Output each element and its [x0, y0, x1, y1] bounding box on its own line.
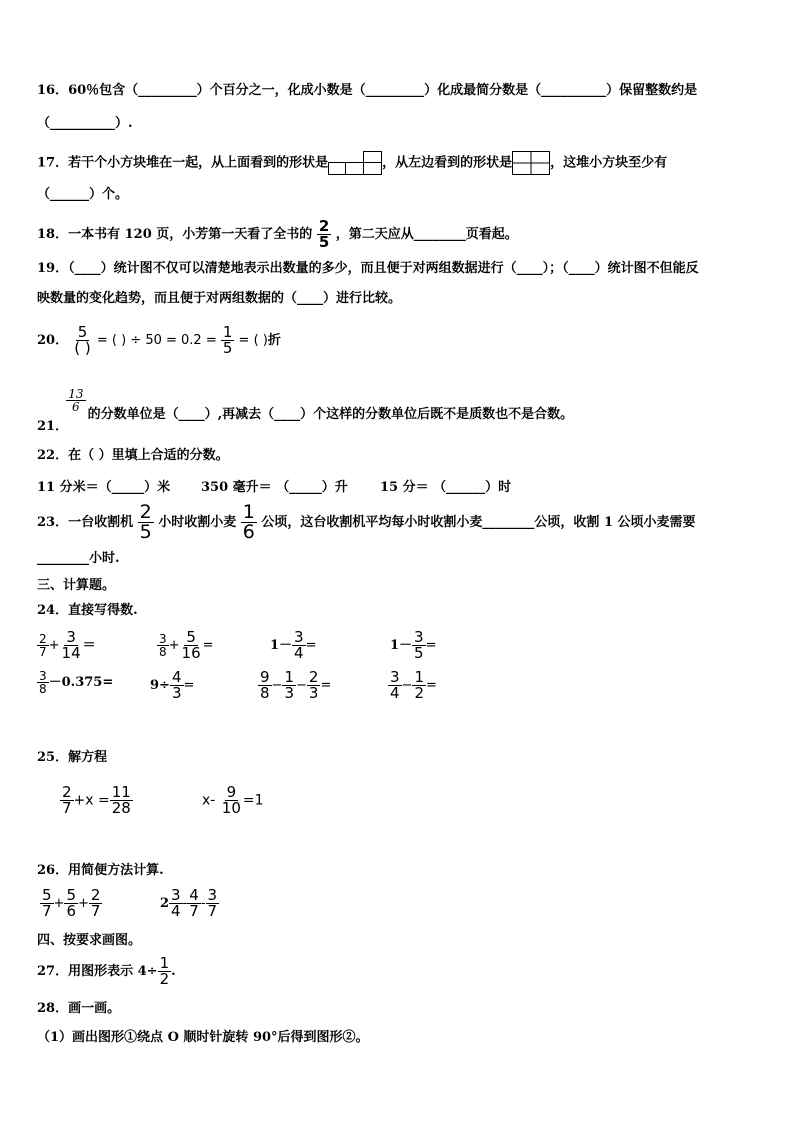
frac-num: 1 [414, 668, 424, 686]
q24-r2-item-4 [388, 670, 437, 701]
q23-part2: 小时收割小麦 [158, 515, 237, 530]
eq-mid: +x = [73, 792, 110, 809]
q24-r2-item-2 [150, 670, 194, 701]
equals: = [425, 638, 437, 653]
equals: = [305, 638, 317, 653]
op: − [271, 678, 283, 693]
frac-num: 4 [189, 886, 199, 904]
q25-eq1 [60, 785, 133, 816]
expr-text: －0.375= [48, 675, 114, 690]
frac-den: 3 [171, 684, 182, 702]
frac-num: 4 [171, 668, 182, 686]
frac-num: 1 [159, 954, 170, 972]
q18-frac-num: 2 [318, 217, 330, 235]
section-3-heading: 三、计算题。 [37, 578, 116, 593]
q20-fraction-1 [72, 325, 92, 356]
frac-den: 2 [159, 970, 170, 988]
left-view-shape [512, 151, 550, 175]
frac-num: 2 [308, 668, 319, 686]
prefix: 1－ [270, 638, 293, 653]
frac-den: 3 [308, 684, 319, 702]
q18-part2: ，第二天应从________页看起。 [335, 227, 518, 242]
q21-frac-den: 6 [72, 400, 80, 414]
frac-num: 3 [390, 668, 400, 686]
frac-den: 7 [189, 902, 199, 920]
q18-fraction [317, 219, 331, 250]
q24-r2-item-3 [258, 670, 331, 701]
frac-den: 16 [181, 644, 201, 662]
q19-line2: 映数量的变化趋势，而且便于对两组数据的（____）进行比较。 [37, 291, 402, 306]
q25-title: 25．解方程 [37, 750, 108, 765]
frac-den: 7 [90, 902, 101, 920]
q20-suffix: 折 [267, 333, 281, 348]
q23-fraction-2 [241, 503, 257, 542]
q19-line1: 19．（____）统计图不仅可以清楚地表示出数量的多少，而且便于对两组数据进行（____）；（____）统计图不但能反 [37, 261, 699, 276]
q17-part2: ，从左边看到的形状是 [382, 155, 513, 171]
q16-line1: 16．60％包含（_________）个百分之一，化成小数是（_________）化成最简分数是（__________）保留整数约是 [37, 83, 698, 98]
frac-num: 5 [186, 628, 196, 646]
q20-end-expr: = ( ) [238, 333, 268, 348]
q27-text: 27．用图形表示 4÷ [37, 964, 158, 979]
frac-den: 6 [66, 902, 76, 920]
frac-num: 3 [39, 669, 47, 683]
frac-num: 9 [226, 783, 237, 801]
equals: ＝ [82, 638, 96, 653]
q26-expr-1 [40, 888, 102, 919]
op: + [168, 638, 180, 653]
q23-part1: 23．一台收割机 [37, 515, 134, 530]
q26-title: 26．用简便方法计算. [37, 863, 164, 878]
frac-num: 3 [66, 628, 76, 646]
q28-subquestion: （1）画出图形①绕点 O 顺时针旋转 90°后得到图形②。 [37, 1030, 369, 1045]
frac-num: 9 [260, 668, 270, 686]
frac-den: 10 [221, 799, 241, 817]
q27-end: . [171, 964, 176, 979]
eq-end: =1 [242, 792, 264, 809]
frac-den: 4 [171, 902, 181, 920]
frac-den: 14 [61, 644, 81, 662]
q24-title: 24．直接写得数. [37, 603, 138, 618]
q23-frac2-num: 1 [242, 501, 255, 523]
frac-num: 3 [159, 632, 167, 646]
q20-mid-expr: = ( ) ÷ 50 = 0.2 = [96, 333, 217, 348]
frac-den: 4 [294, 644, 304, 662]
q18-frac-den: 5 [318, 233, 330, 251]
q17-line2: （______）个。 [37, 187, 129, 202]
frac-num: 3 [207, 886, 218, 904]
q27-line [37, 956, 176, 987]
op: - [182, 896, 188, 911]
frac-den: 8 [39, 682, 47, 696]
q28-title: 28．画一画。 [37, 1001, 121, 1016]
q23-line1 [37, 503, 696, 542]
frac-num: 5 [42, 886, 52, 904]
q20-frac2-num: 1 [222, 323, 233, 341]
frac-den: 3 [284, 684, 294, 702]
q18-part1: 18．一本书有 120 页，小芳第一天看了全书的 [37, 227, 313, 242]
frac-num: 2 [62, 783, 72, 801]
q23-line2: ________小时. [37, 551, 120, 566]
equals: = [183, 678, 195, 693]
equals: = [202, 638, 214, 653]
q24-r1-item-2 [157, 630, 214, 661]
q26-expr-2 [160, 888, 219, 919]
frac-den: 7 [62, 799, 72, 817]
q20-frac1-den: ( ) [74, 339, 91, 357]
frac-num: 3 [294, 628, 304, 646]
q21-fraction [66, 388, 85, 413]
q20-frac1-num: 5 [77, 323, 88, 341]
top-view-shape [328, 151, 382, 175]
q24-r2-item-1 [37, 670, 113, 695]
eq-prefix: x- [202, 792, 216, 809]
q22-item-3: 15 分＝ （______）时 [380, 480, 512, 495]
q22-item-2: 350 毫升＝ （_____）升 [201, 480, 348, 495]
q24-r1-item-4 [390, 630, 437, 661]
q16-line2: （__________）. [37, 116, 133, 131]
q17-part3: ，这堆小方块至少有 [550, 155, 668, 171]
frac-den: 7 [207, 902, 218, 920]
equals: = [426, 678, 437, 693]
frac-num: 3 [414, 628, 424, 646]
q23-part3: 公顷，这台收割机平均每小时收割小麦________公顷，收割 1 公顷小麦需要 [261, 515, 696, 530]
q22-title: 22．在（ ）里填上合适的分数。 [37, 448, 229, 463]
q23-frac2-den: 6 [242, 521, 255, 543]
prefix: 1－ [390, 638, 413, 653]
q23-frac1-num: 2 [139, 501, 152, 523]
q23-fraction-1 [138, 503, 154, 542]
frac-den: 5 [414, 644, 424, 662]
q21-line [37, 387, 581, 434]
frac-den: 2 [414, 684, 424, 702]
q17-part1: 17．若干个小方块堆在一起，从上面看到的形状是 [37, 155, 329, 171]
frac-den: 8 [159, 645, 167, 659]
prefix: 9÷ [150, 678, 170, 693]
q20-number: 20． [37, 333, 69, 348]
op: + [78, 896, 89, 911]
q20-frac2-den: 5 [222, 339, 233, 357]
frac-num: 3 [171, 886, 181, 904]
frac-num: 2 [39, 632, 47, 646]
frac-den: 4 [390, 684, 400, 702]
frac-den: 28 [111, 799, 131, 817]
frac-den: 7 [39, 645, 47, 659]
q23-frac1-den: 5 [139, 521, 152, 543]
equals: = [320, 678, 332, 693]
op: + [48, 638, 60, 653]
whole-number: 2 [160, 896, 170, 911]
op: + [53, 896, 65, 911]
section-4-heading: 四、按要求画图。 [37, 933, 142, 948]
q21-text: 的分数单位是（____）,再减去（____）个这样的分数单位后既不是质数也不是合数。 [87, 407, 574, 422]
q20-line [37, 325, 281, 356]
q17-line1 [37, 151, 667, 175]
op: − [401, 678, 413, 693]
op: − [296, 678, 307, 693]
frac-den: 8 [260, 684, 270, 702]
q18-line [37, 219, 518, 250]
q25-eq2 [202, 785, 264, 816]
op: - [200, 896, 206, 911]
q21-frac-num: 13 [68, 387, 84, 401]
q22-item-1: 11 分米＝（_____）米 [37, 480, 171, 495]
frac-den: 7 [42, 902, 52, 920]
frac-num: 1 [284, 668, 294, 686]
q21-number: 21． [37, 419, 69, 434]
q24-r1-item-1 [37, 630, 96, 661]
q24-r1-item-3 [270, 630, 317, 661]
frac-num: 5 [66, 886, 76, 904]
frac-num: 11 [111, 783, 131, 801]
q20-fraction-2 [221, 325, 235, 356]
frac-num: 2 [90, 886, 101, 904]
